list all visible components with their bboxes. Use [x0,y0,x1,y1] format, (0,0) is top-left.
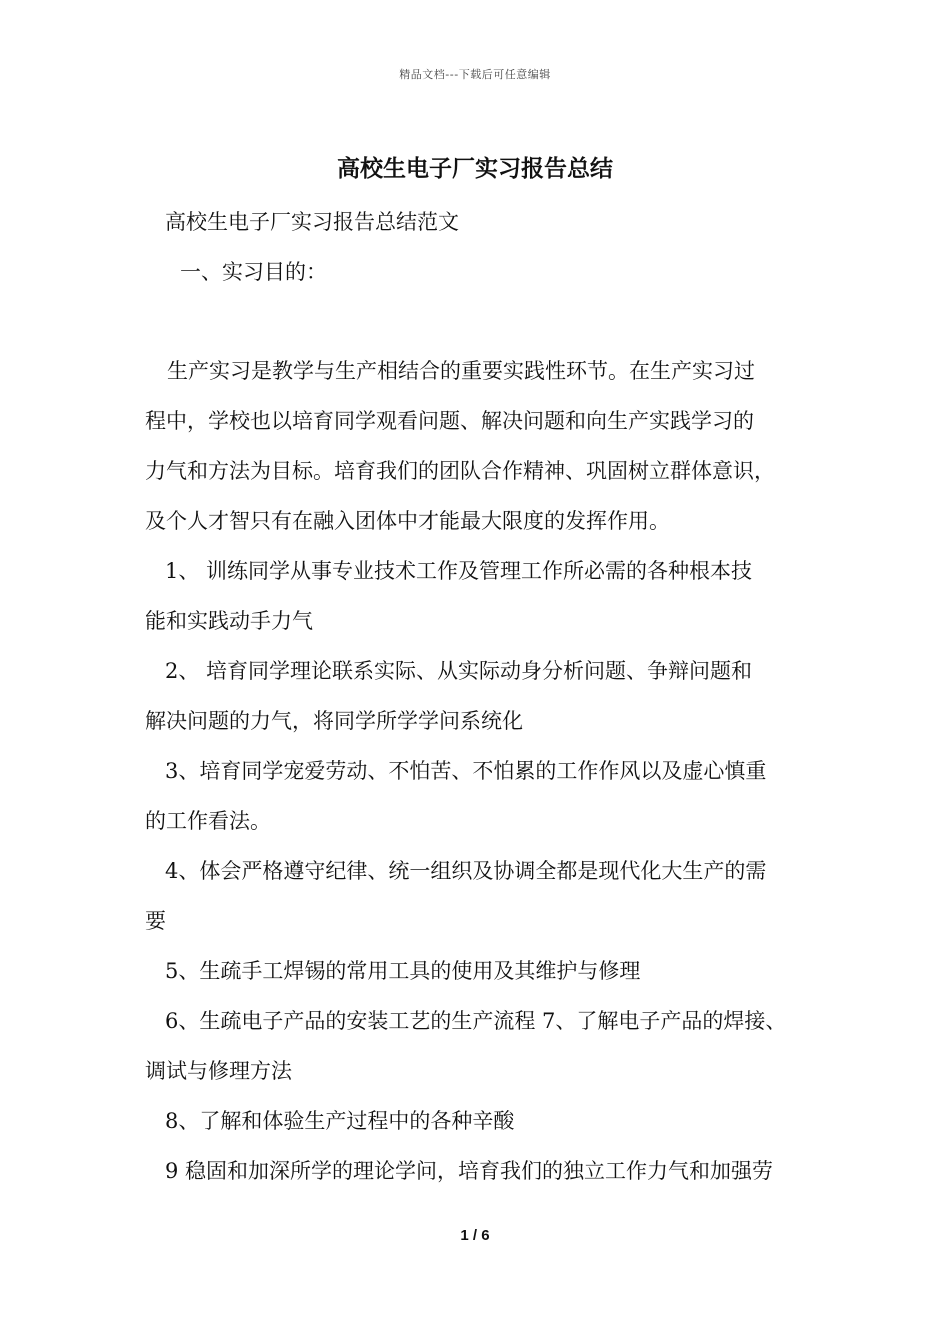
section-heading: 一、实习目的： [180,260,327,284]
list-item-line: 9 稳固和加深所学的理论学问，培育我们的独立工作力气和加强劳 [165,1159,774,1183]
list-item-line: 要 [145,909,166,933]
list-item-line: 8、了解和体验生产过程中的各种辛酸 [165,1109,515,1133]
page-number: 1 / 6 [460,1227,490,1244]
paragraph-line: 及个人才智只有在融入团体中才能最大限度的发挥作用。 [145,509,670,533]
list-item-line: 的工作看法。 [145,809,271,833]
paragraph-line: 力气和方法为目标。培育我们的团队合作精神、巩固树立群体意识， [145,459,775,483]
list-item-line: 6、生疏电子产品的安装工艺的生产流程 7、了解电子产品的焊接、 [165,1009,787,1033]
list-item-line: 5、生疏手工焊锡的常用工具的使用及其维护与修理 [165,959,641,983]
page-header: 精品文档---下载后可任意编辑 [399,68,551,81]
paragraph-line: 生产实习是教学与生产相结合的重要实践性环节。在生产实习过 [167,359,755,383]
subtitle-line: 高校生电子厂实习报告总结范文 [165,210,459,234]
list-item-line: 调试与修理方法 [145,1059,292,1083]
list-item-line: 能和实践动手力气 [145,609,313,633]
document-title: 高校生电子厂实习报告总结 [337,155,613,182]
paragraph-line: 程中，学校也以培育同学观看问题、解决问题和向生产实践学习的 [145,409,754,433]
list-item-line: 4、体会严格遵守纪律、统一组织及协调全都是现代化大生产的需 [165,859,767,883]
list-item-line: 1、 训练同学从事专业技术工作及管理工作所必需的各种根本技 [165,559,753,583]
list-item-line: 解决问题的力气，将同学所学学问系统化 [145,709,523,733]
list-item-line: 2、 培育同学理论联系实际、从实际动身分析问题、争辩问题和 [165,659,753,683]
list-item-line: 3、培育同学宠爱劳动、不怕苦、不怕累的工作作风以及虚心慎重 [165,759,767,783]
